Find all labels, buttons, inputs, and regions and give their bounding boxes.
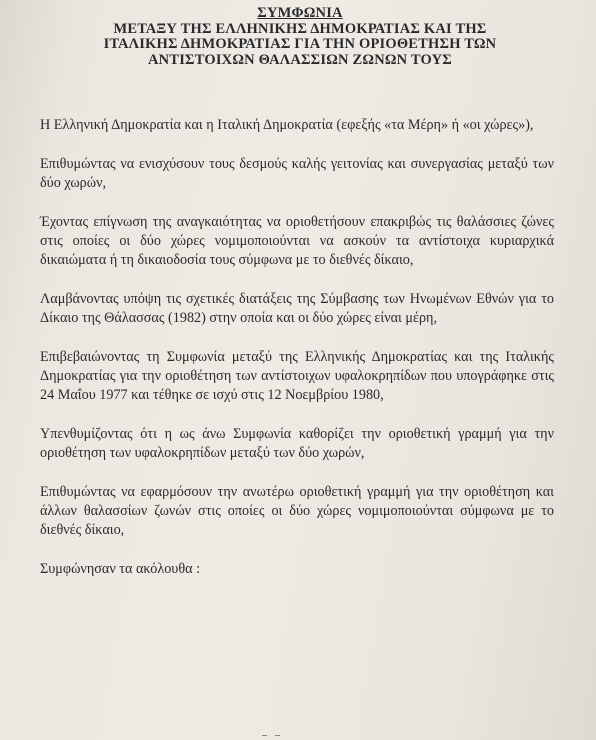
title-line: ΣΥΜΦΩΝΙΑ <box>257 5 343 21</box>
preamble-paragraph: Υπενθυμίζοντας ότι η ως άνω Συμφωνία καθορίζει την οριοθετική γραμμή για την οριοθέτηση των υφαλοκρηπίδων μεταξύ των δύο χωρών, <box>40 426 554 461</box>
cut-off-mark <box>275 735 280 740</box>
agreement-clause: Συμφώνησαν τα ακόλουθα : <box>40 561 201 577</box>
preamble-paragraph: Έχοντας επίγνωση της αναγκαιότητας να οριοθετήσουν επακριβώς τις θαλάσσιες ζώνες στις οποίες οι δύο χώρες νομιμοποιούνται να ασκούν τα αντίστοιχα κυριαρχικά δικαιώματα ή τη δικαιοδοσία τους σύμφωνα με το διεθνές δίκαιο, <box>40 214 554 268</box>
title-line: ΜΕΤΑΞΥ ΤΗΣ ΕΛΛΗΝΙΚΗΣ ΔΗΜΟΚΡΑΤΙΑΣ ΚΑΙ ΤΗΣ <box>113 20 487 37</box>
cut-off-mark <box>262 735 267 740</box>
title-line: ΙΤΑΛΙΚΗΣ ΔΗΜΟΚΡΑΤΙΑΣ ΓΙΑ ΤΗΝ ΟΡΙΟΘΕΤΗΣΗ ΤΩΝ <box>103 36 497 52</box>
preamble-paragraph: Επιθυμώντας να εφαρμόσουν την ανωτέρω οριοθετική γραμμή για την οριοθέτηση και άλλων θαλασσίων ζωνών στις οποίες οι δύο χώρες νομιμοποιούνται σύμφωνα με το διεθνές δίκαιο, <box>40 484 554 538</box>
preamble-paragraph: Η Ελληνική Δημοκρατία και η Ιταλική Δημοκρατία (εφεξής «τα Μέρη» ή «οι χώρες»), <box>40 117 534 133</box>
document-title <box>40 6 560 68</box>
preamble-paragraph: Επιβεβαιώνοντας τη Συμφωνία μεταξύ της Ελληνικής Δημοκρατίας και της Ιταλικής Δημοκρατίας για την οριοθέτηση των αντίστοιχων υφαλοκρηπίδων που υπογράφηκε στις 24 Μαΐου 1977 και τέθηκε σε ισχύ στις 12 Νοεμβρίου 1980, <box>40 349 554 403</box>
preamble-paragraph: Επιθυμώντας να ενισχύσουν τους δεσμούς καλής γειτονίας και συνεργασίας μεταξύ των δύο χωρών, <box>40 156 554 191</box>
preamble-paragraph: Λαμβάνοντας υπόψη τις σχετικές διατάξεις της Σύμβασης των Ηνωμένων Εθνών για το Δίκαιο της Θάλασσας (1982) στην οποία και οι δύο χώρες είναι μέρη, <box>40 291 554 326</box>
cut-off-text-fragment <box>262 730 302 740</box>
document-body <box>40 116 554 579</box>
title-line: ΑΝΤΙΣΤΟΙΧΩΝ ΘΑΛΑΣΣΙΩΝ ΖΩΝΩΝ ΤΟΥΣ <box>148 51 452 68</box>
